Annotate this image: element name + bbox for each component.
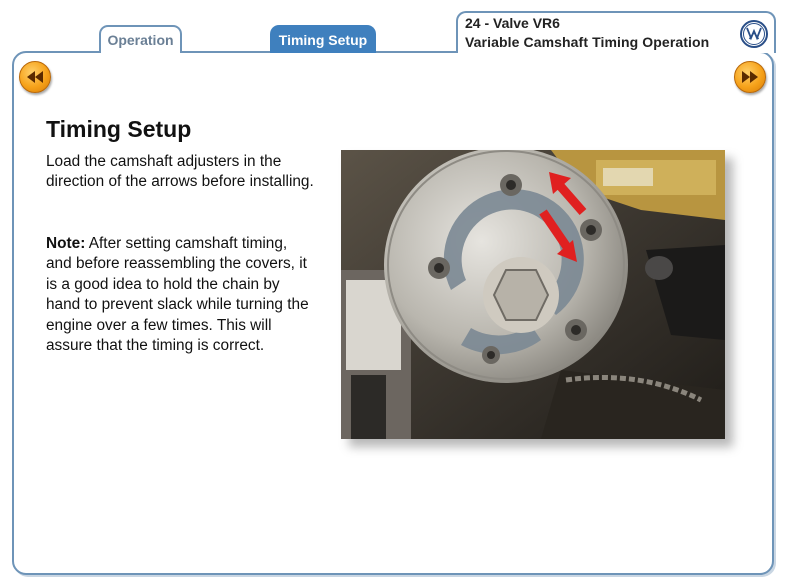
module-title-box [456, 11, 776, 53]
fast-forward-icon [741, 70, 759, 84]
note-label: Note: [46, 235, 86, 252]
previous-page-button[interactable] [19, 61, 51, 93]
next-page-button[interactable] [734, 61, 766, 93]
tab-operation[interactable]: Operation [99, 25, 182, 53]
page-title: Timing Setup [46, 116, 192, 142]
vw-logo-icon [740, 20, 768, 48]
camshaft-adjuster-photo [341, 150, 725, 439]
tab-timing-setup[interactable]: Timing Setup [270, 25, 376, 53]
module-title: 24 - Valve VR6 [465, 15, 560, 31]
note-text [46, 234, 316, 356]
engine-illustration [341, 150, 725, 439]
module-subtitle: Variable Camshaft Timing Operation [465, 34, 710, 50]
note-body: After setting camshaft timing, and before reassembling the covers, it is a good idea to hold the chain by hand to prevent slack while turning the engine over a few times. This will assure that the timing is correct. [46, 235, 309, 355]
rewind-icon [26, 70, 44, 84]
instruction-text: Load the camshaft adjusters in the direction of the arrows before installing. [46, 153, 314, 191]
